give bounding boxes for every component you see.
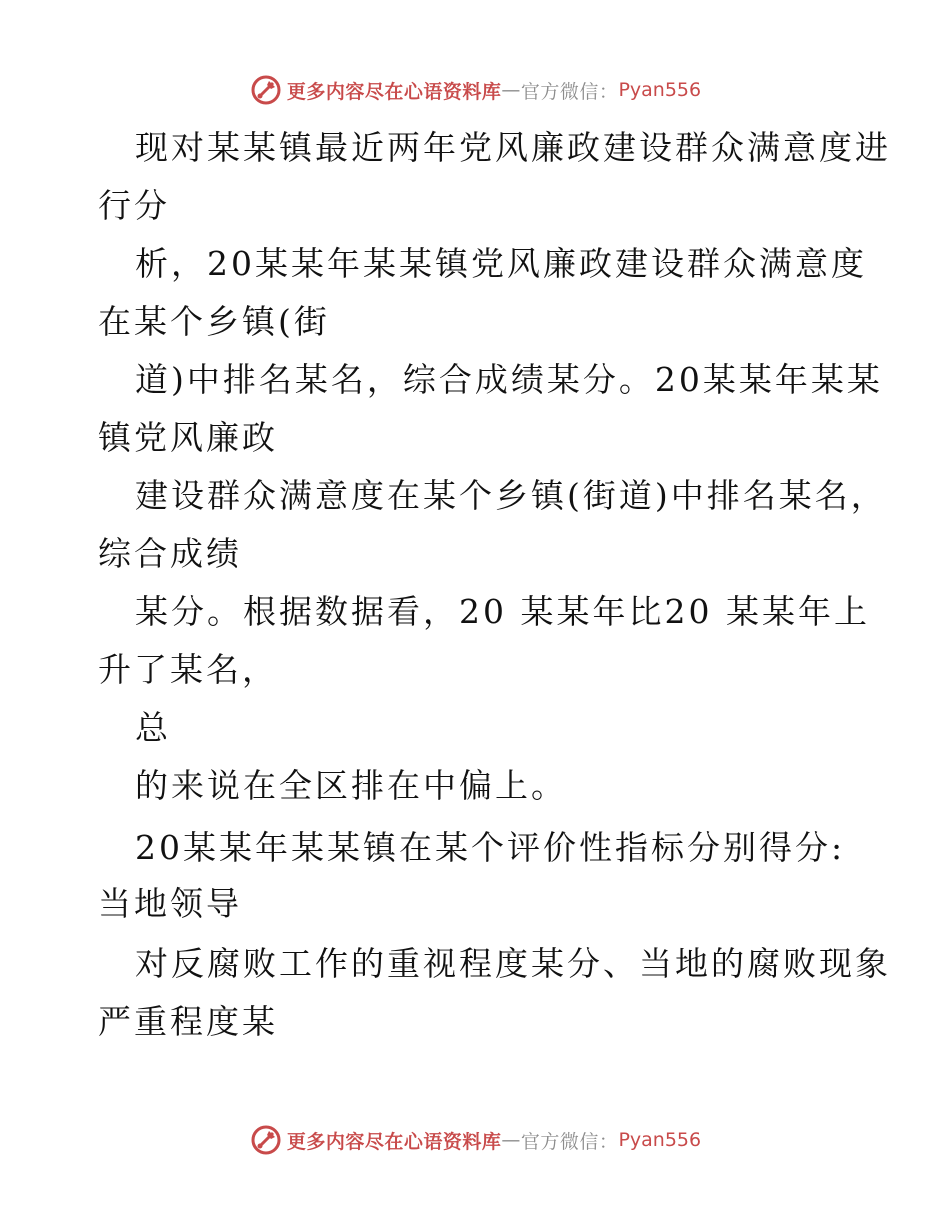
text-line: 现对某某镇最近两年党风廉政建设群众满意度进	[135, 128, 891, 167]
text-line: 某分。根据数据看，20 某某年比20 某某年上	[135, 592, 870, 631]
watermark-dash: —	[501, 1129, 521, 1151]
watermark-site-text: 更多内容尽在心语资料库	[286, 1130, 502, 1153]
watermark-site-text: 更多内容尽在心语资料库	[286, 80, 502, 103]
text-line: 严重程度某	[98, 1002, 278, 1041]
text-line: 在某个乡镇(街	[98, 302, 330, 341]
text-line: 升了某名，	[98, 650, 278, 689]
text-line: 行分	[98, 186, 170, 225]
header-watermark	[0, 70, 950, 110]
text-line: 镇党风廉政	[98, 418, 278, 457]
text-line: 20某某年某某镇在某个评价性指标分别得分:	[135, 828, 846, 867]
text-line: 对反腐败工作的重视程度某分、当地的腐败现象	[135, 944, 891, 983]
text-line: 总	[135, 708, 171, 747]
watermark-dash: —	[501, 79, 521, 101]
pen-seal-icon	[249, 1123, 283, 1157]
text-line: 综合成绩	[98, 534, 242, 573]
watermark-wechat-label: 官方微信：	[520, 1130, 619, 1153]
text-line: 当地领导	[98, 884, 242, 923]
text-line: 析，20某某年某某镇党风廉政建设群众满意度	[135, 244, 867, 283]
text-line: 的来说在全区排在中偏上。	[135, 766, 567, 805]
watermark-wechat-label: 官方微信：	[520, 80, 619, 103]
pen-seal-icon	[249, 73, 283, 107]
text-line: 道)中排名某名，综合成绩某分。20某某年某某	[135, 360, 883, 399]
footer-watermark	[0, 1120, 950, 1160]
watermark-wechat-id: Pyan556	[618, 79, 702, 101]
watermark-wechat-id: Pyan556	[618, 1129, 702, 1151]
text-line: 建设群众满意度在某个乡镇(街道)中排名某名，	[135, 476, 887, 515]
